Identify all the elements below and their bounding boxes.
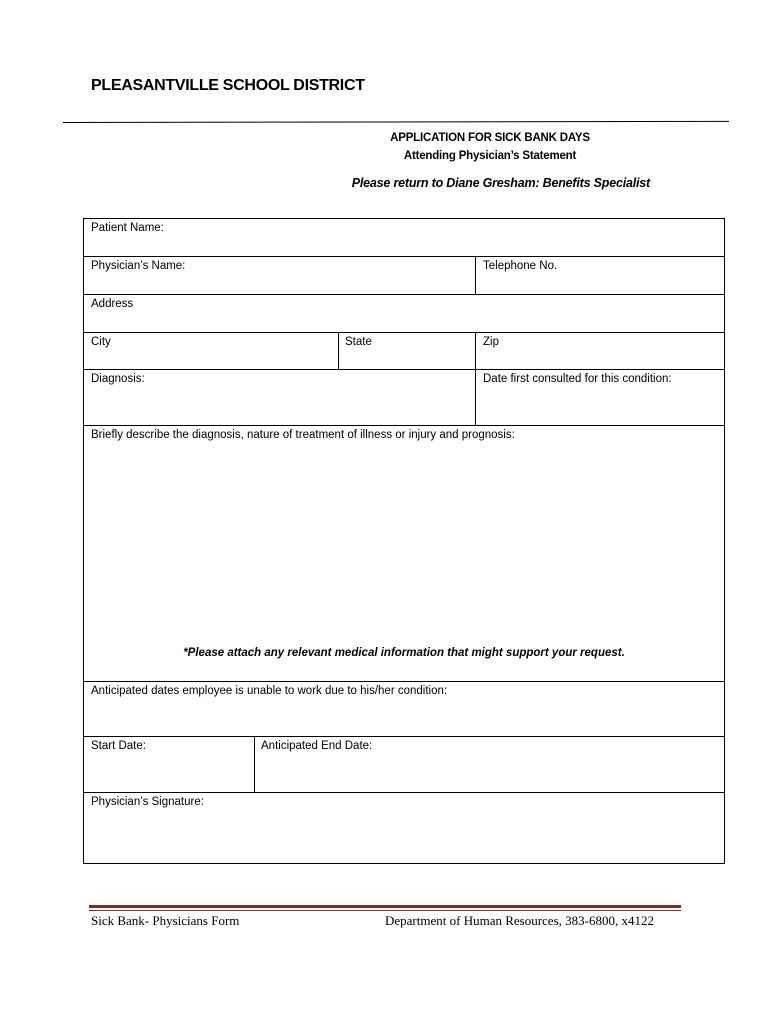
column-divider [254,736,255,792]
physician-name-field[interactable]: Physician’s Name: [91,260,186,272]
patient-name-field[interactable]: Patient Name: [91,222,164,234]
form-subtitle: Attending Physician’s Statement [403,150,577,162]
end-date-field[interactable]: Anticipated End Date: [261,740,373,752]
diagnosis-field[interactable]: Diagnosis: [91,373,145,385]
district-title: PLEASANTVILLE SCHOOL DISTRICT [91,77,365,94]
row-divider [84,425,724,426]
footer-department: Department of Human Resources, 383-6800, x4122 [385,913,654,928]
physician-signature-field[interactable]: Physician’s Signature: [91,796,204,808]
start-date-field[interactable]: Start Date: [91,740,146,752]
footer-rule [89,905,681,908]
column-divider [475,256,476,294]
row-divider [84,294,724,295]
description-field[interactable]: Briefly describe the diagnosis, nature of treatment of illness or injury and prognosis: [91,429,515,441]
footer-rule-thin [89,910,681,911]
form-title: APPLICATION FOR SICK BANK DAYS [390,132,590,144]
application-form-table [83,218,725,864]
address-field[interactable]: Address [91,298,134,310]
row-divider [84,792,724,793]
anticipated-dates-label: Anticipated dates employee is unable to work due to his/her condition: [91,685,448,697]
row-divider [84,369,724,370]
row-divider [84,681,724,682]
attach-note: *Please attach any relevant medical information that might support your request. [183,647,625,659]
state-field[interactable]: State [345,336,372,348]
footer-form-name: Sick Bank- Physicians Form [91,913,240,928]
column-divider [475,332,476,425]
column-divider [338,332,339,369]
row-divider [84,256,724,257]
date-first-consulted-field[interactable]: Date first consulted for this condition: [483,373,672,385]
return-instruction: Please return to Diane Gresham: Benefits Specialist [351,176,650,190]
row-divider [84,736,724,737]
zip-field[interactable]: Zip [483,336,499,348]
city-field[interactable]: City [91,336,111,348]
header-divider [63,121,729,123]
telephone-field[interactable]: Telephone No. [483,260,558,272]
row-divider [84,332,724,333]
